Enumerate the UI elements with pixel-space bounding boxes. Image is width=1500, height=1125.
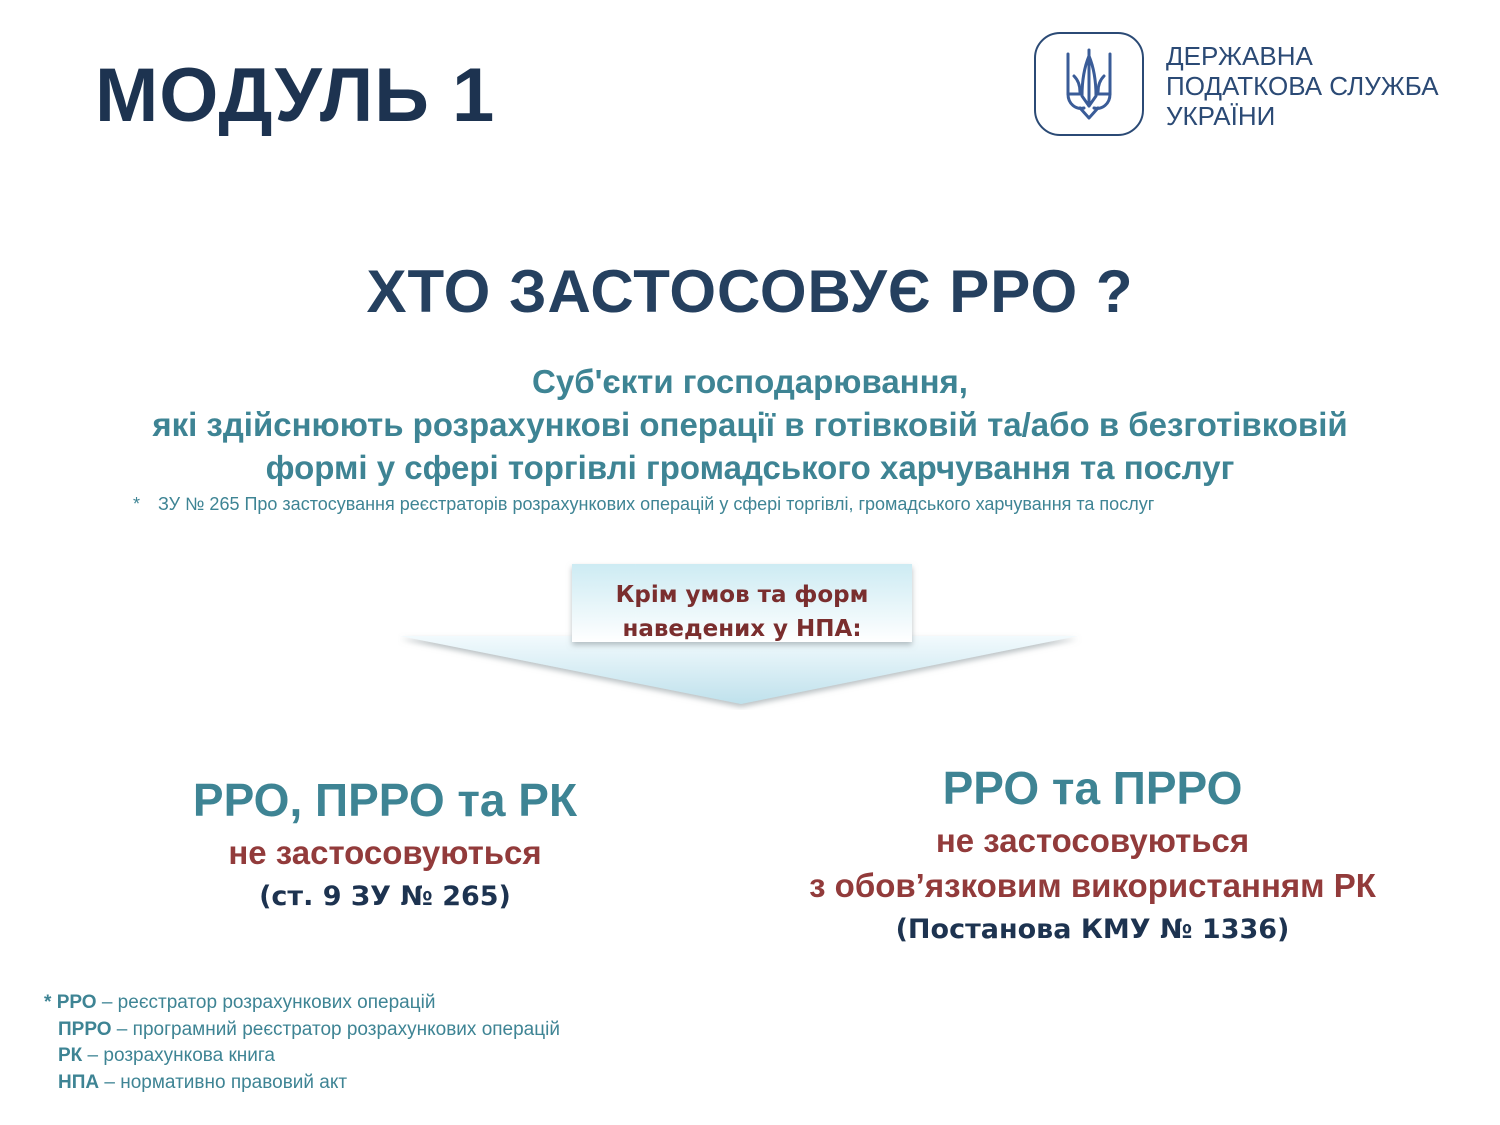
legend-definition: – розрахункова книга	[82, 1045, 275, 1066]
arrow-head	[400, 636, 1078, 704]
right-case-status: не застосовуються	[935, 822, 1250, 859]
agency-logo	[1034, 32, 1144, 136]
footnote-text: ЗУ № 265 Про застосування реєстраторів розрахункових операцій у сфері торгівлі, громадського харчування та послуг	[158, 494, 1155, 514]
agency-name-line: ДЕРЖАВНА	[1166, 41, 1313, 71]
abbreviation-legend	[44, 990, 560, 1096]
legend-item	[44, 1070, 560, 1097]
legend-abbr: НПА	[58, 1071, 100, 1093]
right-case-reference: (Постанова КМУ № 1336)	[895, 914, 1290, 945]
agency-name-line: ПОДАТКОВА СЛУЖБА	[1166, 71, 1439, 101]
main-question: ХТО ЗАСТОСОВУЄ РРО ?	[366, 258, 1134, 325]
arrow-label	[573, 578, 911, 646]
agency-name-line: УКРАЇНИ	[1166, 101, 1276, 131]
module-title: МОДУЛЬ 1	[95, 53, 496, 138]
legend-definition: – реєстратор розрахункових операцій	[96, 992, 436, 1013]
right-case-condition: з обов’язковим використанням РК	[809, 867, 1376, 904]
left-case-reference: (ст. 9 ЗУ № 265)	[259, 881, 511, 912]
right-case	[740, 758, 1445, 951]
legend-item	[44, 1043, 560, 1070]
footnote-marker: *	[133, 494, 141, 514]
left-case-status: не застосовуються	[228, 834, 542, 871]
legend-item	[44, 990, 560, 1017]
left-case-title: РРО, ПРРО та РК	[192, 774, 578, 826]
arrow-label-line: наведених у НПА:	[622, 616, 862, 642]
subjects-line: Суб'єкти господарювання,	[532, 363, 968, 400]
subjects-description	[0, 360, 1500, 489]
arrow-label-line: Крім умов та форм	[615, 582, 869, 608]
legend-item	[44, 1017, 560, 1044]
subjects-line: формі у сфері торгівлі громадського харчування та послуг	[265, 449, 1235, 486]
subjects-line: які здійснюють розрахункові операції в готівковій та/або в безготівковій	[152, 406, 1348, 443]
left-case	[110, 770, 660, 918]
legend-abbr: РК	[58, 1045, 83, 1066]
legend-abbr: ПРРО	[58, 1018, 112, 1040]
legend-prefix: *	[44, 992, 57, 1013]
legend-definition: – нормативно правовий акт	[99, 1071, 348, 1093]
law-footnote	[133, 494, 1154, 515]
legend-definition: – програмний реєстратор розрахункових операцій	[111, 1018, 560, 1040]
right-case-title: РРО та ПРРО	[942, 762, 1243, 814]
agency-name	[1166, 41, 1439, 131]
trident-emblem-icon	[1058, 46, 1120, 122]
legend-abbr: РРО	[56, 992, 97, 1013]
